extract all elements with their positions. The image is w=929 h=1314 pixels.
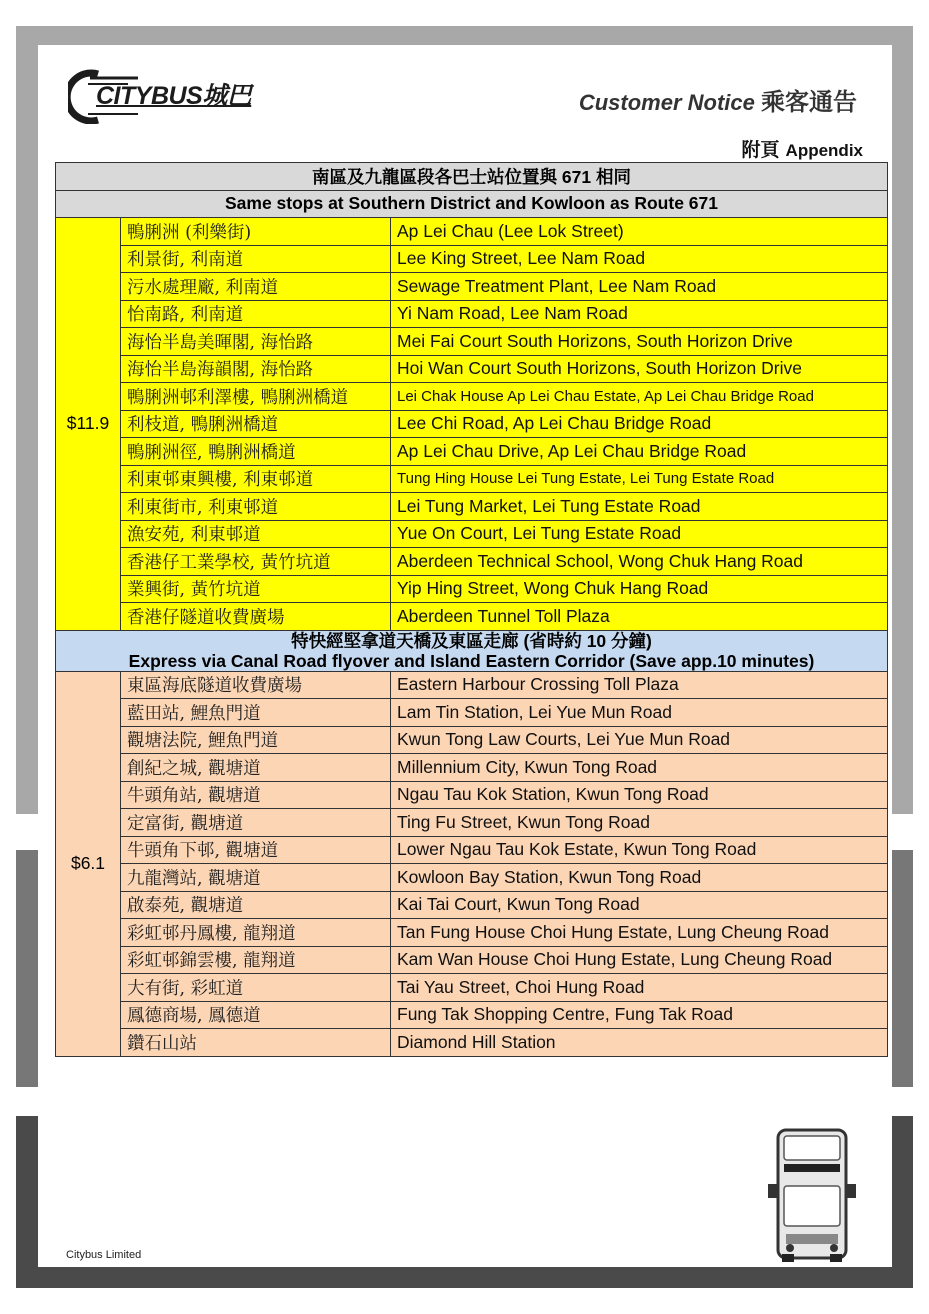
stop-name-en: Tung Hing House Lei Tung Estate, Lei Tung Estate Road: [391, 465, 888, 493]
stop-row: [56, 438, 888, 466]
stop-name-en: Lee King Street, Lee Nam Road: [391, 245, 888, 273]
stop-name-en: Ting Fu Street, Kwun Tong Road: [391, 809, 888, 837]
appendix-label-en: Appendix: [785, 141, 863, 160]
stop-name-zh: 怡南路, 利南道: [121, 300, 391, 328]
stop-name-en: Aberdeen Tunnel Toll Plaza: [391, 603, 888, 631]
bus-stop-table: [55, 162, 888, 1057]
stop-row: [56, 410, 888, 438]
stop-name-zh: 觀塘法院, 鯉魚門道: [121, 726, 391, 754]
stop-name-zh: 利東邨東興樓, 利東邨道: [121, 465, 391, 493]
stop-name-zh: 牛頭角下邨, 觀塘道: [121, 836, 391, 864]
table-title-zh: [56, 163, 888, 191]
appendix-label: [742, 135, 863, 162]
stop-name-zh: 彩虹邨錦雲樓, 龍翔道: [121, 946, 391, 974]
stop-name-en: Fung Tak Shopping Centre, Fung Tak Road: [391, 1001, 888, 1029]
stop-name-zh: 啟泰苑, 觀塘道: [121, 891, 391, 919]
stop-name-zh: 污水處理廠, 利南道: [121, 273, 391, 301]
stop-name-en: Mei Fai Court South Horizons, South Horizon Drive: [391, 328, 888, 356]
stop-name-zh: 牛頭角站, 觀塘道: [121, 781, 391, 809]
stop-name-zh: 漁安苑, 利東邨道: [121, 520, 391, 548]
stop-name-en: Kai Tai Court, Kwun Tong Road: [391, 891, 888, 919]
table-title-zh-text: 南區及九龍區段各巴士站位置與 671 相同: [56, 163, 888, 191]
stop-row: [56, 726, 888, 754]
stop-name-zh: 彩虹邨丹鳳樓, 龍翔道: [121, 919, 391, 947]
logo-text: CITYBUS城巴: [96, 82, 252, 110]
double-decker-bus-icon: [764, 1124, 860, 1264]
stop-name-en: Yue On Court, Lei Tung Estate Road: [391, 520, 888, 548]
stop-row: [56, 864, 888, 892]
stop-row: [56, 699, 888, 727]
stop-name-en: Ap Lei Chau (Lee Lok Street): [391, 218, 888, 246]
stop-row: [56, 493, 888, 521]
stop-name-en: Kowloon Bay Station, Kwun Tong Road: [391, 864, 888, 892]
table-title-en: [56, 190, 888, 218]
company-name: Citybus Limited: [66, 1249, 142, 1261]
stop-name-zh: 海怡半島海韻閣, 海怡路: [121, 355, 391, 383]
fare-cell: $11.9: [56, 218, 121, 631]
stop-name-en: Lei Tung Market, Lei Tung Estate Road: [391, 493, 888, 521]
stop-name-zh: 鳳德商場, 鳳德道: [121, 1001, 391, 1029]
stop-name-zh: 利景街, 利南道: [121, 245, 391, 273]
stop-name-zh: 藍田站, 鯉魚門道: [121, 699, 391, 727]
stop-row: [56, 218, 888, 246]
stop-name-zh: 香港仔隧道收費廣場: [121, 603, 391, 631]
notice-title-zh: 乘客通告: [761, 89, 857, 116]
express-note-en: Express via Canal Road flyover and Island Eastern Corridor (Save app.10 minutes): [128, 650, 815, 671]
stop-name-zh: 海怡半島美暉閣, 海怡路: [121, 328, 391, 356]
stop-name-en: Kwun Tong Law Courts, Lei Yue Mun Road: [391, 726, 888, 754]
stop-name-zh: 大有街, 彩虹道: [121, 974, 391, 1002]
stop-name-zh: 業興街, 黃竹坑道: [121, 575, 391, 603]
stop-name-zh: 利枝道, 鴨脷洲橋道: [121, 410, 391, 438]
stop-row: [56, 891, 888, 919]
stop-name-zh: 鴨脷洲邨利澤樓, 鴨脷洲橋道: [121, 383, 391, 411]
stop-row: [56, 1029, 888, 1057]
stop-row: [56, 919, 888, 947]
fare-cell: $6.1: [56, 671, 121, 1056]
stop-name-zh: 香港仔工業學校, 黃竹坑道: [121, 548, 391, 576]
customer-notice-title: [579, 82, 857, 117]
stop-name-en: Ap Lei Chau Drive, Ap Lei Chau Bridge Road: [391, 438, 888, 466]
stop-name-en: Yip Hing Street, Wong Chuk Hang Road: [391, 575, 888, 603]
stop-name-en: Sewage Treatment Plant, Lee Nam Road: [391, 273, 888, 301]
stop-row: [56, 754, 888, 782]
stop-name-en: Diamond Hill Station: [391, 1029, 888, 1057]
stop-name-en: Lower Ngau Tau Kok Estate, Kwun Tong Road: [391, 836, 888, 864]
stop-row: [56, 355, 888, 383]
stop-row: [56, 383, 888, 411]
stop-name-zh: 鴨脷洲徑, 鴨脷洲橋道: [121, 438, 391, 466]
stop-row: [56, 328, 888, 356]
stop-row: [56, 603, 888, 631]
stop-name-en: Lam Tin Station, Lei Yue Mun Road: [391, 699, 888, 727]
stop-row: [56, 946, 888, 974]
stop-name-zh: 鑽石山站: [121, 1029, 391, 1057]
appendix-label-zh: 附頁: [741, 140, 780, 161]
stop-name-en: Tan Fung House Choi Hung Estate, Lung Cheung Road: [391, 919, 888, 947]
stop-name-en: Lei Chak House Ap Lei Chau Estate, Ap Lei Chau Bridge Road: [391, 383, 888, 411]
stop-name-en: Hoi Wan Court South Horizons, South Horizon Drive: [391, 355, 888, 383]
notice-title-en: Customer Notice: [578, 90, 755, 115]
stop-name-en: Kam Wan House Choi Hung Estate, Lung Cheung Road: [391, 946, 888, 974]
stop-name-en: Yi Nam Road, Lee Nam Road: [391, 300, 888, 328]
stop-name-zh: 東區海底隧道收費廣場: [121, 671, 391, 699]
stop-name-zh: 鴨脷洲 (利樂街): [121, 218, 391, 246]
table-title-en-text: Same stops at Southern District and Kowloon as Route 671: [56, 190, 888, 218]
stop-row: [56, 836, 888, 864]
stop-row: [56, 273, 888, 301]
stop-name-en: Aberdeen Technical School, Wong Chuk Hang Road: [391, 548, 888, 576]
stop-row: [56, 245, 888, 273]
stop-name-en: Eastern Harbour Crossing Toll Plaza: [391, 671, 888, 699]
stop-row: [56, 1001, 888, 1029]
stop-row: [56, 548, 888, 576]
stop-name-en: Tai Yau Street, Choi Hung Road: [391, 974, 888, 1002]
stop-row: [56, 809, 888, 837]
stop-name-zh: 九龍灣站, 觀塘道: [121, 864, 391, 892]
stop-row: [56, 781, 888, 809]
stop-row: [56, 671, 888, 699]
stop-row: [56, 974, 888, 1002]
stop-row: [56, 575, 888, 603]
stop-name-en: Millennium City, Kwun Tong Road: [391, 754, 888, 782]
stop-name-en: Ngau Tau Kok Station, Kwun Tong Road: [391, 781, 888, 809]
stop-name-en: Lee Chi Road, Ap Lei Chau Bridge Road: [391, 410, 888, 438]
express-note-row: [56, 630, 888, 671]
stop-name-zh: 創紀之城, 觀塘道: [121, 754, 391, 782]
stop-name-zh: 定富街, 觀塘道: [121, 809, 391, 837]
stop-row: [56, 520, 888, 548]
stop-row: [56, 465, 888, 493]
express-note: [56, 630, 888, 671]
stop-name-zh: 利東街市, 利東邨道: [121, 493, 391, 521]
express-note-zh: 特快經堅拿道天橋及東區走廊 (省時約 10 分鐘): [291, 630, 652, 651]
stop-row: [56, 300, 888, 328]
